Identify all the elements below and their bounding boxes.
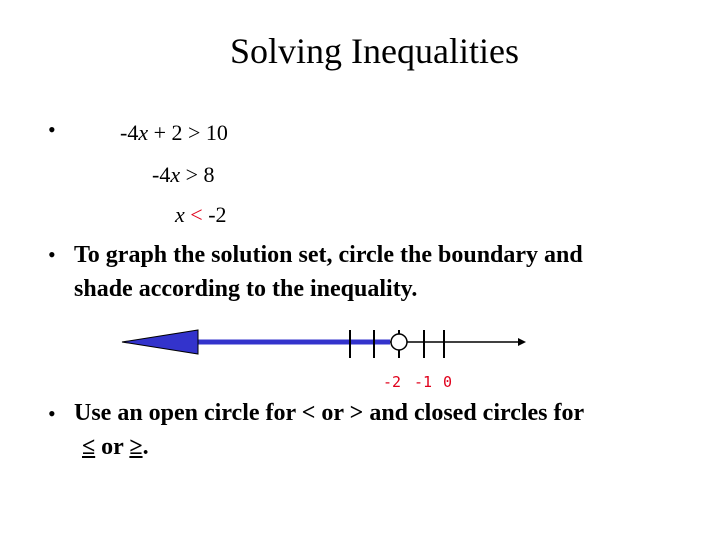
bullet-marker: • (48, 242, 56, 267)
bullet-marker: • (48, 117, 56, 142)
tick-label-neg2: -2 (383, 373, 402, 391)
eq1-var: x (138, 120, 149, 145)
bullet-2-line-1: To graph the solution set, circle the boundary and (74, 242, 583, 268)
tick-label-0: 0 (443, 373, 453, 391)
eq1-prefix: -4 (120, 120, 139, 145)
slide-title: Solving Inequalities (230, 31, 519, 71)
eq3-op: < (184, 202, 209, 227)
eq2-prefix: -4 (152, 162, 171, 187)
equation-step-1 (120, 120, 228, 146)
right-arrow-icon (518, 338, 526, 346)
bullet-3-line-1: Use an open circle for < or > and closed circles for (74, 400, 585, 426)
bullet-2-text (74, 238, 583, 306)
bullet-3-text (74, 396, 584, 464)
tick-label-neg1: -1 (414, 373, 433, 391)
eq3-rest: -2 (208, 202, 227, 227)
or-text: or (95, 434, 130, 460)
leq-symbol: ≤ (82, 434, 96, 460)
eq2-rest: > 8 (180, 162, 215, 187)
bullet-marker: • (48, 401, 56, 426)
eq1-rest: + 2 > 10 (148, 120, 228, 145)
open-circle-icon (391, 334, 407, 350)
equation-step-2 (152, 162, 215, 188)
eq3-var: x (175, 202, 185, 227)
eq2-var: x (170, 162, 181, 187)
bullet-3-line-2 (74, 430, 584, 464)
geq-symbol: ≥ (129, 434, 143, 460)
bullet-2-line-2: shade according to the inequality. (74, 276, 418, 302)
number-line (118, 322, 528, 362)
left-arrow-icon (122, 330, 198, 354)
equation-step-3 (175, 202, 227, 228)
period-text: . (142, 434, 149, 460)
